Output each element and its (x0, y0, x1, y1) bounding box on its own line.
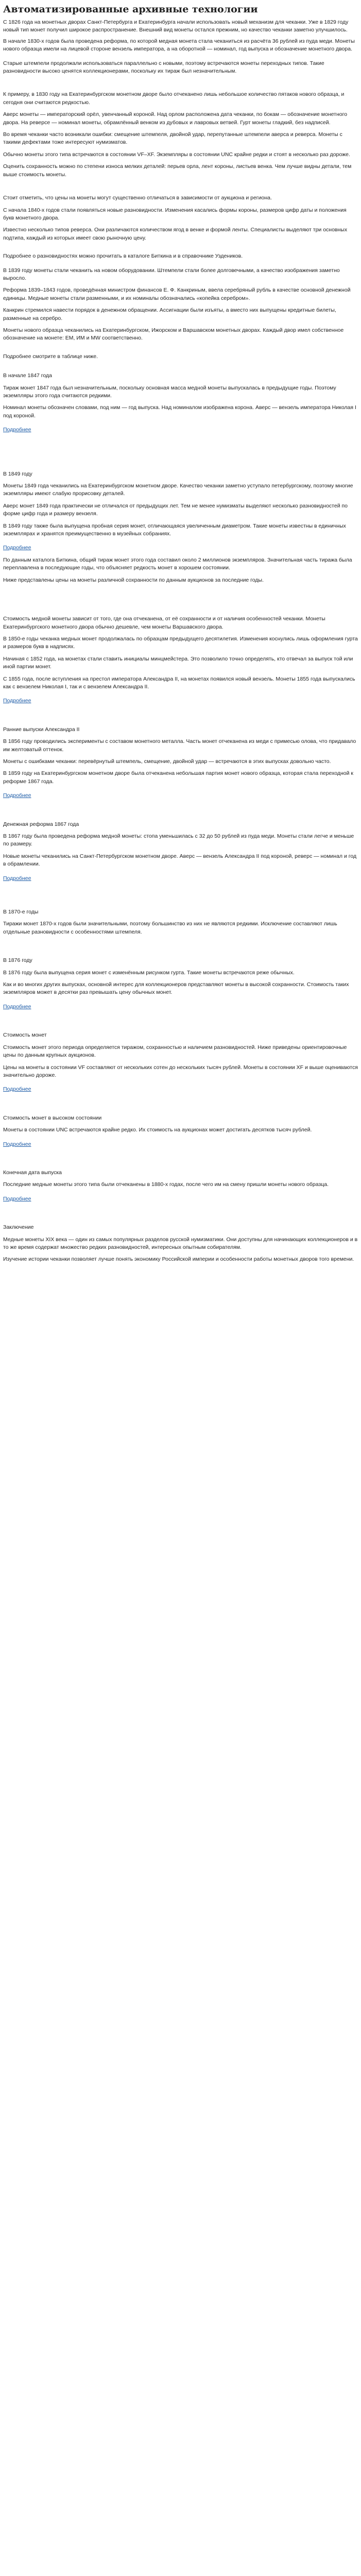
read-more-link[interactable]: Подробнее (3, 1195, 31, 1202)
paragraph: В 1839 году монеты стали чеканить на новом оборудовании. Штемпели стали более долговечными, а качество изображения заметно выросло. (3, 267, 340, 281)
paragraph: В 1876 году была выпущена серия монет с изменённым рисунком гурта. Такие монеты встречаются реже обычных. (3, 969, 295, 976)
paragraph: К примеру, в 1830 году на Екатеринбургском монетном дворе было отчеканено лишь небольшое количество пятаков нового образца, и сегодня они считаются редкостью. (3, 91, 345, 106)
paragraph: Подробнее смотрите в таблице ниже. (3, 353, 98, 360)
paragraph: Стоимость монет (3, 1032, 47, 1039)
paragraph: С начала 1840-х годов стали появляться новые разновидности. Изменения касались формы короны, размеров цифр даты и положения букв монетного двора. (3, 207, 347, 221)
read-more-link[interactable]: Подробнее (3, 427, 31, 433)
paragraph: Стоимость медной монеты зависит от того, где она отчеканена, от её сохранности и от наличия особенностей чеканки. Монеты Екатеринбургского монетного двора обычно дешевле, чем монеты Варшавского двора. (3, 616, 325, 630)
paragraph: Тиражи монет 1870-х годов были значительными, поэтому большинство из них не являются редкими. Исключение составляют лишь отдельные разновидности с особенностями штемпеля. (3, 921, 337, 935)
read-more-link[interactable]: Подробнее (3, 1003, 31, 1010)
paragraph: Ранние выпуски Александра II (3, 726, 80, 733)
paragraph: Стоимость монет в высоком состоянии (3, 1114, 102, 1121)
article (0, 0, 361, 1264)
paragraph (3, 1195, 358, 1203)
paragraph: Стоит отметить, что цены на монеты могут существенно отличаться в зависимости от аукциона и региона. (3, 195, 272, 201)
paragraph: Новые монеты чеканились на Санкт-Петербургском монетном дворе. Аверс — вензель Александра II под короной, реверс — номинал и год в обрамлении. (3, 853, 357, 868)
paragraph (3, 1141, 358, 1148)
paragraph: Изучение истории чеканки позволяет лучше понять экономику Российской империи и особенности работы монетных дворов того времени. (3, 1256, 354, 1263)
paragraph (3, 1086, 358, 1093)
read-more-link[interactable]: Подробнее (3, 792, 31, 799)
read-more-link[interactable]: Подробнее (3, 698, 31, 704)
paragraph (3, 697, 358, 705)
paragraph: Как и во многих других выпусках, основной интерес для коллекционеров представляют монеты в высокой сохранности. Стоимость таких экземпляров может в десятки раз превышать цену обычных монет. (3, 981, 349, 996)
paragraph: Известно несколько типов реверса. Они различаются количеством ягод в венке и формой ленты. Специалисты выделяют три основных подтипа, каждый из которых имеет свою рыночную цену. (3, 227, 348, 241)
paragraph: В 1850-е годы чеканка медных монет продолжалась по образцам предыдущего десятилетия. Изменения коснулись лишь оформления гурта и размеров букв в надписях. (3, 635, 358, 650)
paragraph: С 1826 года на монетных дворах Санкт-Петербурга и Екатеринбурга начали использовать новый механизм для чеканки. Уже в 1829 году новый тип монет получил широкое распространение. Внешний вид монеты остался прежним, но качество чеканки заметно улучшилось. (3, 19, 349, 33)
read-more-link[interactable]: Подробнее (3, 1141, 31, 1147)
paragraph: Стоимость монет этого периода определяется тиражом, сохранностью и наличием разновидностей. Ниже приведены ориентировочные цены по данным крупных аукционов. (3, 1044, 347, 1059)
paragraph: Реформа 1839–1843 годов, проведённая министром финансов Е. Ф. Канкриным, ввела серебряный рубль в качестве основной денежной единицы. Медные монеты стали разменными, и их номиналы обозначались «копейка серебром». (3, 287, 351, 301)
read-more-link[interactable]: Подробнее (3, 545, 31, 551)
paragraph: С 1855 года, после вступления на престол императора Александра II, на монетах появился новый вензель. Монеты 1855 года выпускались как с вензелем Николая I, так и с вензелем Александра II. (3, 675, 355, 690)
paragraph: Монеты 1849 года чеканились на Екатеринбургском монетном дворе. Качество чеканки заметно уступало петербургскому, поэтому многие экземпляры имеют слабую прорисовку деталей. (3, 483, 353, 497)
article-title: Автоматизированные архивные технологии (3, 4, 258, 15)
paragraph (3, 875, 358, 883)
paragraph: Во время чеканки часто возникали ошибки: смещение штемпеля, двойной удар, перепутанные штемпели аверса и реверса. Монеты с такими дефектами тоже интересуют нумизматов. (3, 131, 342, 146)
paragraph: По данным каталога Биткина, общий тираж монет этого года составил около 2 миллионов экземпляров. Значительная часть тиража была переплавлена в последующие годы, что объясняет редкость монет в хорошем состоянии. (3, 556, 352, 571)
paragraph: В 1849 году (3, 470, 32, 477)
paragraph: Обычно монеты этого типа встречаются в состоянии VF–XF. Экземпляры в состоянии UNC крайне редки и стоят в несколько раз дороже. (3, 151, 350, 158)
paragraph: Цены на монеты в состоянии VF составляют от нескольких сотен до нескольких тысяч рублей. Монеты в состоянии XF и выше оцениваются значительно дороже. (3, 1064, 358, 1078)
paragraph: Монеты в состоянии UNC встречаются крайне редко. Их стоимость на аукционах может достигать десятков тысяч рублей. (3, 1127, 312, 1133)
paragraph: Медные монеты XIX века — один из самых популярных разделов русской нумизматики. Они доступны для начинающих коллекционеров и в то же время содержат множество редких разновидностей, интересных опытным собирателям. (3, 1236, 358, 1250)
paragraph: В начале 1830-х годов была проведена реформа, по которой медная монета стала чеканиться из расчёта 36 рублей из пуда меди. Монеты нового образца имели на лицевой стороне вензель императора, а на оборотной — номинал, год выпуска и обозначение монетного двора. (3, 38, 355, 53)
paragraph: В 1849 году также была выпущена пробная серия монет, отличающаяся увеличенным диаметром. Такие монеты известны в единичных экземплярах и хранятся преимущественно в музейных собраниях. (3, 522, 346, 537)
paragraph: В 1859 году на Екатеринбургском монетном дворе была отчеканена небольшая партия монет нового образца, которая стала переходной к реформе 1867 года. (3, 770, 353, 785)
paragraph: Заключение (3, 1224, 34, 1231)
paragraph: Денежная реформа 1867 года (3, 821, 79, 827)
paragraph: В 1870-е годы (3, 909, 39, 916)
paragraph (3, 1003, 358, 1011)
paragraph: Аверс монеты — императорский орёл, увенчанный короной. Над орлом расположена дата чеканки, по бокам — обозначение монетного двора. На реверсе — номинал монеты, обрамлённый венком из дубовых и лавровых ветвей. Гурт монеты гладкий, без надписей. (3, 111, 348, 126)
read-more-link[interactable]: Подробнее (3, 1086, 31, 1093)
paragraph: Старые штемпели продолжали использоваться параллельно с новыми, поэтому встречаются монеты переходных типов. Такие разновидности высоко ценятся коллекционерами, поскольку их тираж был незначительным. (3, 60, 324, 75)
paragraph: В 1876 году (3, 957, 32, 964)
read-more-link[interactable]: Подробнее (3, 875, 31, 882)
paragraph: Номинал монеты обозначен словами, под ним — год выпуска. Над номиналом изображена корона. Аверс — вензель императора Николая I под короной. (3, 404, 356, 419)
paragraph: В 1856 году проводились эксперименты с составом монетного металла. Часть монет отчеканена из меди с примесью олова, что придавало им желтоватый оттенок. (3, 738, 356, 753)
paragraph: Тираж монет 1847 года был незначительным, поскольку основная масса медной монеты выпускалась в предыдущие годы. Поэтому экземпляры этого года считаются редкими. (3, 384, 336, 399)
paragraph: Подробнее о разновидностях можно прочитать в каталоге Биткина и в справочнике Уздеников. (3, 253, 243, 260)
paragraph (3, 792, 358, 800)
paragraph: В 1867 году была проведена реформа медной монеты: стопа уменьшилась с 32 до 50 рублей из пуда меди. Монеты стали легче и меньше по размеру. (3, 833, 354, 848)
paragraph: Последние медные монеты этого типа были отчеканены в 1880-х годах, после чего им на смену пришли монеты нового образца. (3, 1181, 329, 1188)
paragraph: Монеты нового образца чеканились на Екатеринбургском, Ижорском и Варшавском монетных дворах. Каждый двор имел собственное обозначение на монете: ЕМ, ИМ и МW соответственно. (3, 327, 344, 342)
paragraph: Конечная дата выпуска (3, 1169, 62, 1176)
paragraph: Монеты с ошибками чеканки: перевёрнутый штемпель, смещение, двойной удар — встречаются в этих выпусках довольно часто. (3, 758, 331, 765)
paragraph: В начале 1847 года (3, 372, 52, 379)
paragraph: Начиная с 1852 года, на монетах стали ставить инициалы минцмейстера. Это позволило точно определять, кто отвечал за выпуск той или иной партии монет. (3, 655, 353, 670)
paragraph (3, 426, 358, 434)
paragraph: Канкрин стремился навести порядок в денежном обращении. Ассигнации были изъяты, а вместо них выпущены кредитные билеты, разменные на серебро. (3, 307, 336, 321)
paragraph: Ниже представлены цены на монеты различной сохранности по данным аукционов за последние годы. (3, 577, 264, 583)
paragraph: Оценить сохранность можно по степени износа мелких деталей: перьев орла, лент короны, листьев венка. Чем лучше видны детали, тем выше стоимость монеты. (3, 163, 352, 178)
article-body (3, 19, 358, 1264)
paragraph: Аверс монет 1849 года практически не отличался от предыдущих лет. Тем не менее нумизматы выделяют несколько разновидностей по форме цифр года и размеру вензеля. (3, 502, 348, 517)
paragraph (3, 544, 358, 552)
